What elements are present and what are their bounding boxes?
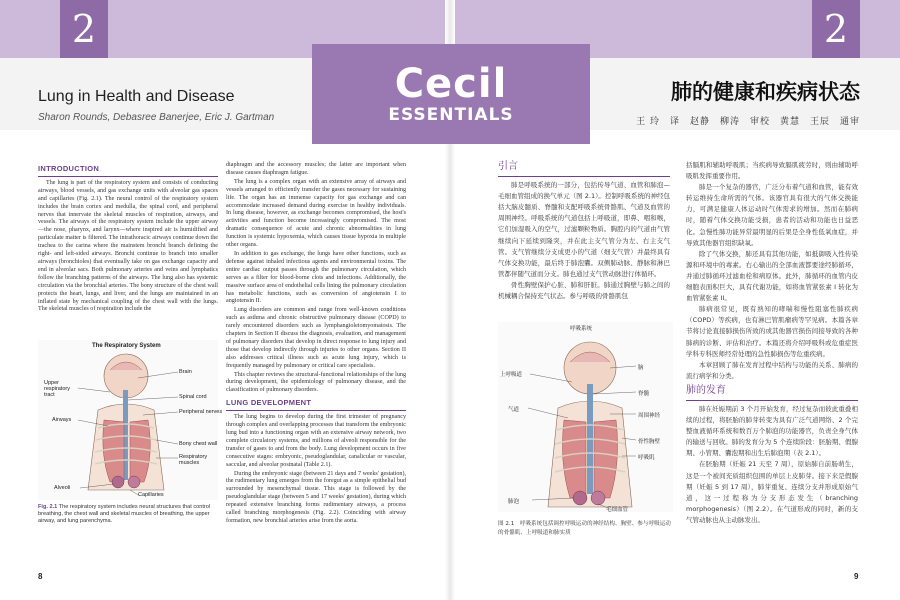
section-heading-introduction: INTRODUCTION <box>38 164 100 173</box>
label-respiratory-muscles: 呼吸肌 <box>638 455 655 461</box>
label-upper-respiratory-tract: Upper respiratory tract <box>44 380 70 398</box>
paragraph: 本章回顾了肺在发育过程中结构与功能的关系、肺病的流行病学和分类。 <box>686 360 858 380</box>
section-heading-lung-development: LUNG DEVELOPMENT <box>226 398 312 408</box>
label-peripheral-nerves: 周围神经 <box>638 413 661 419</box>
paragraph: 肺是呼吸系统的一部分，包括传导气道、血管和肺泡—毛细血管组成的换气单元（图 2.1）。控制呼吸系统的神经包括大脑皮髓质、脊髓和支配呼吸系统骨骼肌、气道及血管的周围神经。呼吸系统的气道包括上呼吸道，即鼻、咽和喉，它们加湿吸入的空气，过滤颗粒物质。胸腔内的气道由气管继续向下延续到隆突，并在此主支气管分为左、右主支气管。支气管继续分支成更小的气道（细支气管）并最终具有气体交换功能，最后终于肺泡囊。双侧肺动脉、静脉和淋巴管都伴随气道而分支。肺也通过支气管动脉进行体循环。 <box>498 181 670 278</box>
section-heading-introduction: 引言 <box>498 161 518 172</box>
chapter-title: 肺的健康和疾病状态 <box>671 79 860 104</box>
chapter-authors: 王 玲 译 赵静 柳涛 审校 黄慧 王辰 通审 <box>636 117 860 127</box>
page-number: 8 <box>38 572 43 581</box>
paragraph: Lung disorders are common and range from well-known conditions such as asthma and chronic obstructive pulmonary disease (COPD) to rarely encountered disorders such as lymphangioleiomyomatosis. The chapters in Section II discuss the diagnosis, evaluation, and management of pulmonary disorders that develop in direct response to lung injury and those that develop indirectly through injuries to other organs. Section II also addresses critical illness such as acute lung injury, which is frequently managed by pulmonary or critical care specialists. <box>226 307 406 369</box>
paragraph: diaphragm and the accessory muscles; the latter are important when disease causes diaphragm fatigue. <box>226 162 406 176</box>
label-peripheral-nerves: Peripheral nerves <box>179 409 223 415</box>
paragraph: 括膈肌和辅助呼吸肌；当疾病导致膈肌疲劳时，则由辅助呼吸肌发挥重要作用。 <box>686 161 858 181</box>
paragraph: 骨性胸壁保护心脏、肺和肝脏。肺通过胸壁与肺之间的机械耦合保持充气状态。参与呼吸的骨骼肌包 <box>498 280 670 301</box>
paragraph: 肺病很常见，既有熟知的哮喘和慢性阻塞性肺疾病（COPD）等疾病，也有淋巴管肌瘤病等罕见病。本篇各章节将讨论直接肺损伤所致的或其他器官损伤间接导致的各种肺病的诊断、评估和治疗。本篇还将介绍呼吸科或危重症医学科专科医师经常处理的急性肺损伤等危重疾病。 <box>686 305 858 358</box>
label-spinal-cord: 脊髓 <box>638 391 650 397</box>
section-rule <box>686 400 858 401</box>
label-capillaries: 毛细血管 <box>606 507 629 513</box>
chapter-number: 2 <box>812 0 860 58</box>
label-alveoli: 肺泡 <box>508 499 520 505</box>
left-column-2 <box>226 162 406 527</box>
label-airways: 气道 <box>508 407 520 413</box>
logo-line-2: ESSENTIALS <box>388 105 514 125</box>
logo-line-1: Cecil <box>394 61 508 107</box>
section-rule <box>226 410 406 411</box>
paragraph: 肺在妊娠期前 3 个月开始发育，经过复杂而彼此重叠相续的过程，将胚胎的肺芽转变为具有广泛气道网络、2 个完整血液循环系统和数百万个肺泡的功能器官，负责全身气体的输送与回收。肺的发育分为 5 个连续阶段：胚胎期、假腺期、小管期、囊泡期和出生后肺泡期（表 2.1）。 <box>686 404 858 458</box>
page-number: 9 <box>854 572 859 581</box>
chapter-title: Lung in Health and Disease <box>38 88 235 105</box>
paragraph: 除了气体交换，肺还具有其他功能，如抵御吸入性传染源和环境中的毒素。右心输出的全部血液都要途经肺循环，并通过肺循环过滤血栓和病原体。此外，肺循环的血管内皮细胞表面积巨大，具有代谢功能，如将血管紧张素 I 转化为血管紧张素 II。 <box>686 249 858 303</box>
label-brain: 脑 <box>638 365 644 371</box>
label-capillaries: Capillaries <box>138 492 164 498</box>
figure-title: The Respiratory System <box>92 343 161 349</box>
paragraph: The lung begins to develop during the first trimester of pregnancy through complex and overlapping processes that transform the embryonic lung bud into a functioning organ with an extensive airway network, two complete circulatory systems, and millions of alveoli responsible for the transfer of gases to and from the body. Lung development occurs in five consecutive stages: embryonic, pseudoglandular, canalicular or vascular, saccular, and alveolar postnatal (Table 2.1). <box>226 414 406 468</box>
section-rule <box>498 176 670 177</box>
paragraph: 在胚胎期（妊娠 21 天至 7 周），原始肺自前肠萌生，这是一个被间充质组织包围的单层上皮肺芽。接下来是假腺期（妊娠 5 到 17 周），肺芽重复、连续分支并形成原始气道，这一过程称为分支形态发生（branching morphogenesis）（图 2.2）。在气道形成的同时，新的支气管动脉也从主动脉发出。 <box>686 460 858 524</box>
paragraph: 肺是一个复杂的器官，广泛分布着气道和血管，能有效转运维持生命所需的气体。该器官具有很大的气体交换能力，可满足健康人体运动时气体需求的增加。然而在肺病时，随着气体交换功能受损，患者的活动和功能也日益恶化。急慢性肺功能异常最明显的后果是全身性低氧血症，并导致其他器官组织缺氧。 <box>686 183 858 247</box>
label-spinal-cord: Spinal cord <box>179 394 207 400</box>
paragraph: The lung is a complex organ with an extensive array of airways and vessels arranged to efficiently transfer the gases necessary for sustaining life. The organ has an immense capacity for gas exchange and can accommodate increased demand during exercise in healthy individuals. In lung disease, however, as exchange becomes compromised, the host's activities and function become increasingly compromised. The most dramatic consequence of acute and chronic abnormalities in lung function is systemic hypoxemia, which causes tissue hypoxia in multiple other organs. <box>226 178 406 249</box>
right-column-2 <box>686 160 858 526</box>
caption-label: Fig. 2.1 <box>38 504 58 510</box>
label-respiratory-muscles: Respiratory muscles <box>179 454 208 466</box>
label-respiratory-system: 呼吸系统 <box>570 326 593 332</box>
label-airways: Airways <box>52 417 72 423</box>
respiratory-system-figure <box>498 322 673 512</box>
cecil-essentials-logo <box>312 44 590 144</box>
label-bony-chest-wall: 骨性胸壁 <box>638 439 661 445</box>
paragraph: In addition to gas exchange, the lungs have other functions, such as defense against inhaled infectious agents and environmental toxins. The entire cardiac output passes through the pulmonary circulation, which serves as a filter for blood-borne clots and infections. Additionally, the massive surface area of endothelial cells lining the pulmonary circulation has metabolic functions, such as conversion of angiotensin I to angiotensin II. <box>226 250 406 305</box>
figure-caption <box>38 504 218 525</box>
chapter-authors: Sharon Rounds, Debasree Banerjee, Eric J. Gartman <box>38 112 275 123</box>
chapter-number: 2 <box>60 0 108 58</box>
label-alveoli: Alveoli <box>54 485 71 491</box>
section-heading-lung-development: 肺的发育 <box>686 384 726 396</box>
left-column-1 <box>38 162 218 315</box>
paragraph: During the embryonic stage (between 21 days and 7 weeks' gestation), the rudimentary lung emerges from the foregut as a simple epithelial bud surrounded by mesenchymal tissue. This stage is followed by the pseudoglandular stage (between 5 and 17 weeks' gestation), during which repeated extensive branching forms rudimentary airways, a process called branching morphogenesis (Fig. 2.2). Coinciding with airway formation, new bronchial arteries arise from the aorta. <box>226 470 406 524</box>
paragraph: The lung is part of the respiratory system and consists of conducting airways, blood vessels, and gas exchange units with alveolar gas spaces and capillaries (Fig. 2.1). The neural control of the respiratory system includes the brain cortex and medulla, the spinal cord, and peripheral nerves that innervate the skeletal muscles of respiration, airways, and vessels. The airways of the respiratory system include the upper airway—the nose, pharynx, and larynx—where inspired air is humidified and particulate matter is filtered. The intrathoracic airways continue down the trachea to the carina where the mainstem bronchi branch defining the right- and left-sided airways. Bronchi continue to branch into smaller airways (bronchioles) that eventually take on gas exchange capacity and end in alveolar sacs. Both pulmonary arteries and veins and lymphatics follow the branching patterns of the airways. The lung also has systemic circulation via the bronchial arteries. The bony structure of the chest wall protects the heart, lungs, and liver, and the lungs are maintained in an inflated state by mechanical coupling of the chest wall with the lungs. The skeletal muscles of respiration include the <box>38 179 218 313</box>
respiratory-system-figure <box>38 340 223 500</box>
section-rule <box>38 176 218 177</box>
right-column-1 <box>498 160 670 302</box>
label-bony-chest-wall: Bony chest wall <box>179 441 218 447</box>
label-brain: Brain <box>179 369 192 375</box>
caption-text: The respiratory system includes neural structures that control breathing, the chest wall and skeletal muscles of breathing, the upper airway, and lung parenchyma. <box>38 504 211 524</box>
paragraph: This chapter reviews the structural-functional relationships of the lung during development, the epidemiology of pulmonary disease, and the classification of pulmonary disorders. <box>226 371 406 394</box>
figure-caption: 图 2.1 呼吸系统包括调控呼吸运动的神经结构、胸壁、参与呼吸运动的骨骼肌、上呼吸道和肺实质 <box>498 521 671 536</box>
label-upper-respiratory-tract: 上呼吸道 <box>500 372 523 378</box>
